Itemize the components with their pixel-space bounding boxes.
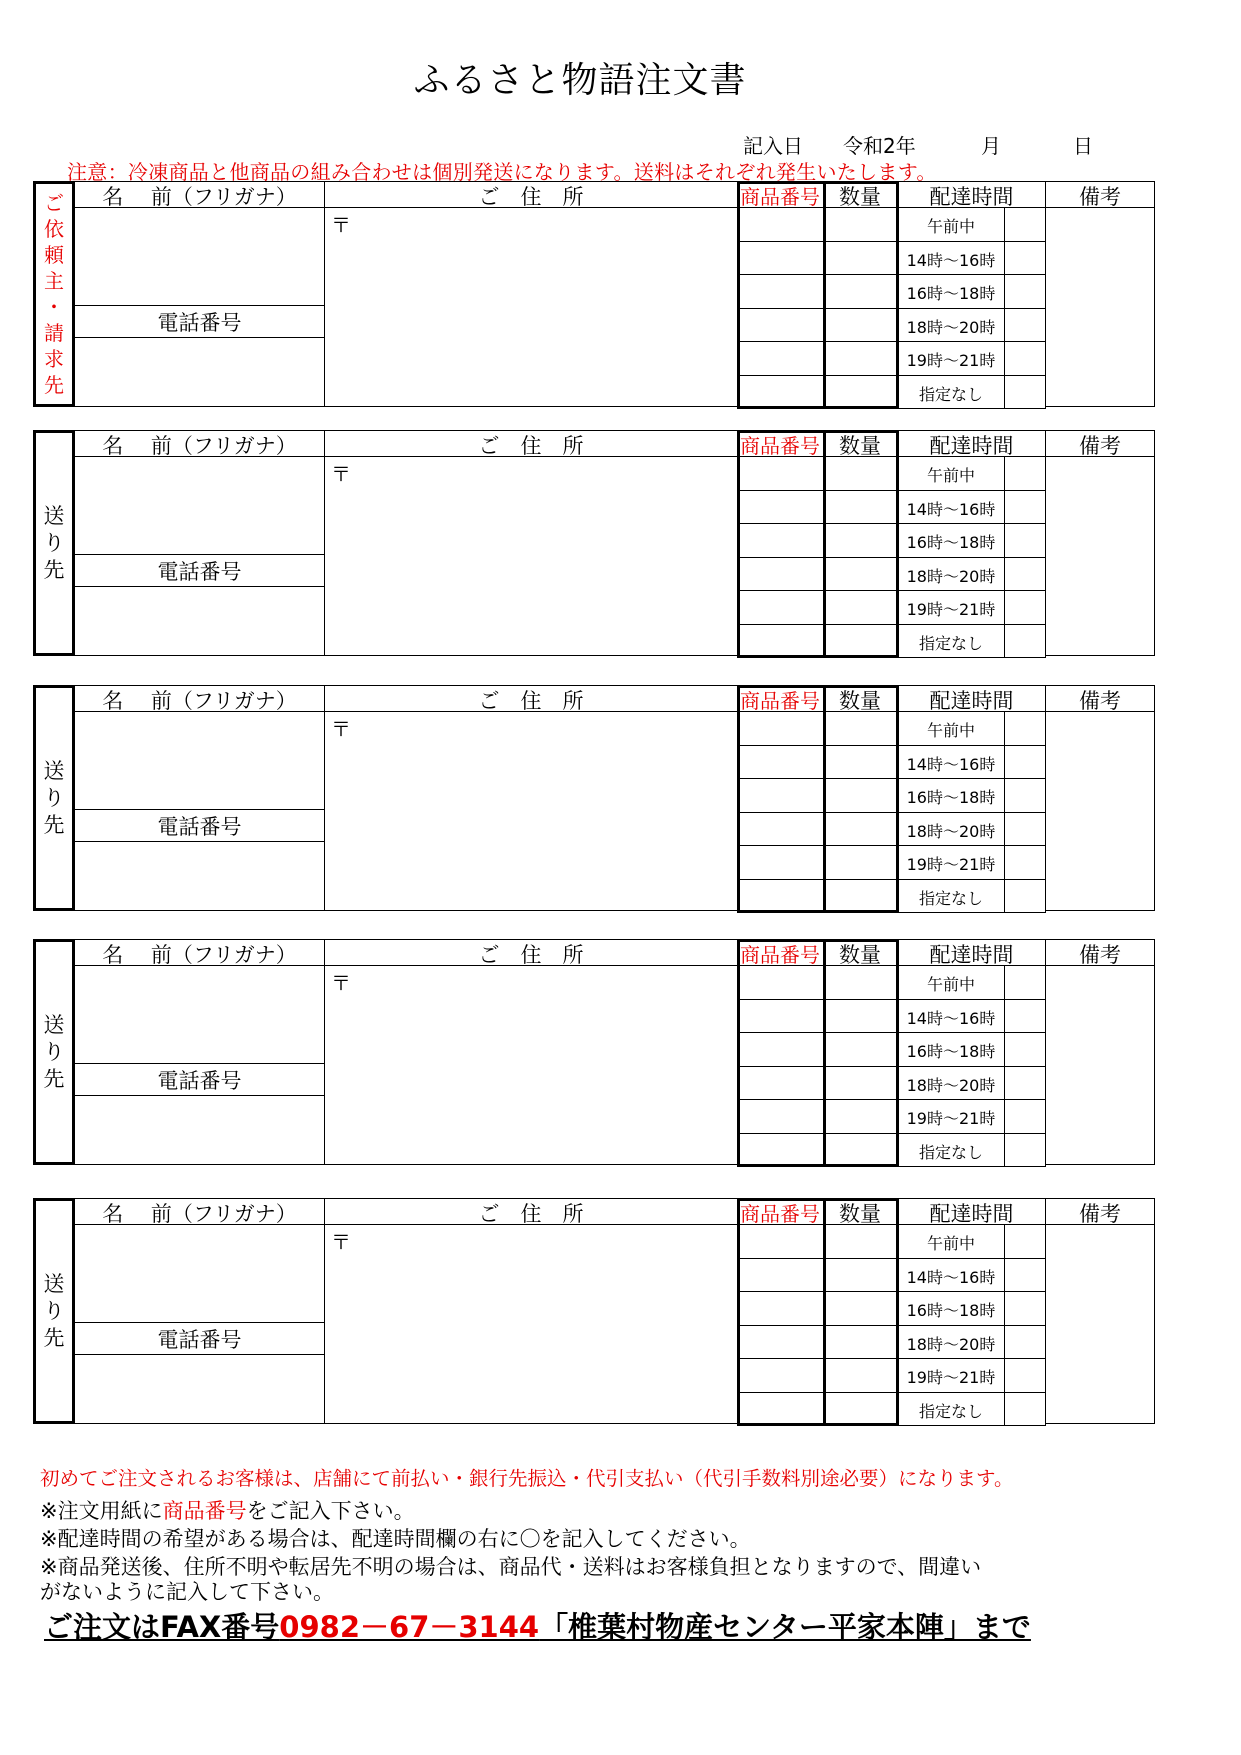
time-slot-label: 14時～16時	[906, 754, 996, 774]
product-number-row[interactable]	[740, 590, 824, 625]
quantity-row[interactable]	[826, 490, 896, 525]
postal-mark: 〒	[331, 717, 351, 741]
product-number-header: 商品番号	[740, 943, 820, 967]
product-number-row[interactable]	[740, 1133, 824, 1168]
quantity-row[interactable]	[826, 1133, 896, 1168]
remarks-header: 備考	[1079, 943, 1121, 967]
address-field[interactable]	[324, 1224, 738, 1424]
product-number-header: 商品番号	[740, 434, 820, 458]
time-slot-label: 指定なし	[918, 633, 983, 653]
time-slot-label: 16時～18時	[906, 284, 996, 303]
name-field[interactable]	[74, 965, 325, 1064]
phone-header: 電話番号	[157, 815, 242, 839]
remarks-field[interactable]	[1045, 711, 1155, 911]
time-slot-mark-box[interactable]	[1004, 1392, 1046, 1427]
time-slot-label: 午前中	[926, 721, 975, 740]
name-header: 名 前（フリガナ）	[102, 689, 297, 713]
time-slot-label: 午前中	[926, 975, 975, 994]
time-slot-label: 指定なし	[918, 888, 983, 908]
time-slot-mark-box[interactable]	[1004, 1133, 1046, 1168]
block-label-char: 先	[43, 1325, 65, 1350]
name-field[interactable]	[74, 207, 325, 306]
block-label-char: り	[43, 1298, 65, 1323]
time-slot-mark-box[interactable]	[1004, 308, 1046, 343]
product-number-header: 商品番号	[740, 1202, 820, 1226]
date-label: 記入日	[743, 134, 803, 158]
quantity-row[interactable]	[826, 1392, 896, 1427]
product-number-row[interactable]	[740, 999, 824, 1034]
address-header: ご 住 所	[478, 185, 584, 209]
time-slot-label: 18時～20時	[906, 566, 996, 586]
block-label-char: り	[43, 530, 65, 555]
remarks-header: 備考	[1079, 689, 1121, 713]
product-number-row[interactable]	[740, 1224, 824, 1259]
quantity-header: 数量	[839, 943, 881, 967]
quantity-row[interactable]	[826, 965, 896, 1000]
time-slot-label: 18時～20時	[906, 317, 996, 337]
time-slot-mark-box[interactable]	[1004, 812, 1046, 847]
product-number-row[interactable]	[740, 274, 824, 309]
product-number-row[interactable]	[740, 778, 824, 813]
quantity-header: 数量	[839, 689, 881, 713]
quantity-row[interactable]	[826, 1258, 896, 1293]
product-number-row[interactable]	[740, 845, 824, 880]
product-number-row[interactable]	[740, 1325, 824, 1360]
quantity-row[interactable]	[826, 1291, 896, 1326]
shipping-notice: 注意：冷凍商品と他商品の組み合わせは個別発送になります。送料はそれぞれ発生いたします。	[67, 160, 937, 184]
block-label-char: ・	[44, 295, 64, 319]
fax-suffix: 「椎葉村物産センター平家本陣」まで	[539, 1610, 1031, 1644]
quantity-row[interactable]	[826, 624, 896, 659]
address-field[interactable]	[324, 711, 738, 911]
time-slot-label: 19時～21時	[906, 1109, 996, 1128]
remarks-field[interactable]	[1045, 207, 1155, 407]
quantity-row[interactable]	[826, 241, 896, 276]
time-slot-label: 18時～20時	[906, 1075, 996, 1095]
product-number-row[interactable]	[740, 1258, 824, 1293]
note1-red: 商品番号	[162, 1499, 247, 1523]
time-slot-label: 18時～20時	[906, 1334, 996, 1354]
phone-field[interactable]	[74, 1095, 325, 1165]
name-header: 名 前（フリガナ）	[102, 434, 297, 458]
block-label-char: 送	[43, 1271, 65, 1296]
block-label-char: ご	[44, 191, 64, 215]
quantity-row[interactable]	[826, 341, 896, 376]
time-slot-mark-box[interactable]	[1004, 711, 1046, 746]
order-block-1	[33, 181, 1128, 409]
address-header: ご 住 所	[478, 943, 584, 967]
time-slot-label: 16時～18時	[906, 1042, 996, 1061]
date-day: 日	[1073, 134, 1093, 158]
time-slot-label: 16時～18時	[906, 1301, 996, 1320]
time-slot-label: 指定なし	[918, 384, 983, 404]
time-slot-label: 14時～16時	[906, 1267, 996, 1287]
block-label-char: 先	[44, 373, 64, 397]
quantity-header: 数量	[839, 1202, 881, 1226]
quantity-row[interactable]	[826, 1358, 896, 1393]
fax-number: 0982－67－3144	[279, 1610, 540, 1644]
product-number-row[interactable]	[740, 1099, 824, 1134]
name-header: 名 前（フリガナ）	[102, 1202, 297, 1226]
block-label	[33, 939, 75, 1165]
delivery-time-header: 配達時間	[929, 943, 1014, 967]
product-number-row[interactable]	[740, 1392, 824, 1427]
time-slot-mark-box[interactable]	[1004, 1032, 1046, 1067]
postal-mark: 〒	[331, 462, 351, 486]
address-header: ご 住 所	[478, 1202, 584, 1226]
product-number-row[interactable]	[740, 490, 824, 525]
quantity-row[interactable]	[826, 274, 896, 309]
time-slot-mark-box[interactable]	[1004, 274, 1046, 309]
date-era: 令和2年	[843, 134, 916, 158]
product-number-row[interactable]	[740, 624, 824, 659]
product-number-row[interactable]	[740, 557, 824, 592]
time-slot-mark-box[interactable]	[1004, 241, 1046, 276]
quantity-row[interactable]	[826, 590, 896, 625]
quantity-row[interactable]	[826, 778, 896, 813]
time-slot-label: 16時～18時	[906, 533, 996, 552]
time-slot-mark-box[interactable]	[1004, 590, 1046, 625]
remarks-header: 備考	[1079, 1202, 1121, 1226]
order-block-5	[33, 1198, 1128, 1426]
time-slot-label: 指定なし	[918, 1142, 983, 1162]
time-slot-mark-box[interactable]	[1004, 490, 1046, 525]
product-number-row[interactable]	[740, 456, 824, 491]
time-slot-label: 午前中	[926, 1234, 975, 1253]
quantity-row[interactable]	[826, 456, 896, 491]
block-label-char: り	[43, 785, 65, 810]
quantity-row[interactable]	[826, 1032, 896, 1067]
quantity-row[interactable]	[826, 308, 896, 343]
quantity-row[interactable]	[826, 375, 896, 410]
product-number-row[interactable]	[740, 745, 824, 780]
time-slot-label: 19時～21時	[906, 855, 996, 874]
time-slot-label: 午前中	[926, 217, 975, 236]
remarks-header: 備考	[1079, 185, 1121, 209]
quantity-row[interactable]	[826, 1066, 896, 1101]
address-field[interactable]	[324, 965, 738, 1165]
time-slot-mark-box[interactable]	[1004, 341, 1046, 376]
postal-mark: 〒	[331, 1230, 351, 1254]
time-slot-mark-box[interactable]	[1004, 557, 1046, 592]
remarks-field[interactable]	[1045, 456, 1155, 656]
order-block-2	[33, 430, 1128, 658]
address-header: ご 住 所	[478, 434, 584, 458]
time-slot-label: 午前中	[926, 466, 975, 485]
time-slot-label: 指定なし	[918, 1401, 983, 1421]
time-slot-mark-box[interactable]	[1004, 965, 1046, 1000]
page-title: ふるさと物語注文書	[413, 60, 747, 101]
block-label-char: 送	[43, 503, 65, 528]
phone-header: 電話番号	[157, 560, 242, 584]
product-number-row[interactable]	[740, 1066, 824, 1101]
remarks-field[interactable]	[1045, 965, 1155, 1165]
time-slot-mark-box[interactable]	[1004, 745, 1046, 780]
postal-mark: 〒	[331, 213, 351, 237]
quantity-row[interactable]	[826, 557, 896, 592]
product-number-row[interactable]	[740, 1291, 824, 1326]
time-slot-mark-box[interactable]	[1004, 624, 1046, 659]
remarks-field[interactable]	[1045, 1224, 1155, 1424]
time-slot-mark-box[interactable]	[1004, 1066, 1046, 1101]
block-label-char: 依	[44, 217, 64, 241]
product-number-row[interactable]	[740, 965, 824, 1000]
delivery-time-header: 配達時間	[929, 1202, 1014, 1226]
product-number-row[interactable]	[740, 711, 824, 746]
note-return-cost-a: ※商品発送後、住所不明や転居先不明の場合は、商品代・送料はお客様負担となりますので、間違い	[40, 1555, 982, 1579]
quantity-header: 数量	[839, 434, 881, 458]
fax-order-line	[44, 1605, 1031, 1646]
phone-header: 電話番号	[157, 1069, 242, 1093]
address-field[interactable]	[324, 456, 738, 656]
time-slot-label: 14時～16時	[906, 1008, 996, 1028]
time-slot-mark-box[interactable]	[1004, 1325, 1046, 1360]
block-label-char: 頼	[44, 243, 64, 267]
delivery-time-header: 配達時間	[929, 185, 1014, 209]
time-slot-label: 19時～21時	[906, 351, 996, 370]
address-header: ご 住 所	[478, 689, 584, 713]
fax-prefix: ご注文はFAX番号	[44, 1610, 280, 1644]
product-number-row[interactable]	[740, 341, 824, 376]
time-slot-mark-box[interactable]	[1004, 1224, 1046, 1259]
time-slot-mark-box[interactable]	[1004, 1358, 1046, 1393]
quantity-row[interactable]	[826, 845, 896, 880]
block-label-char: 請	[44, 321, 64, 345]
product-number-row[interactable]	[740, 812, 824, 847]
quantity-row[interactable]	[826, 745, 896, 780]
product-number-row[interactable]	[740, 207, 824, 242]
phone-header: 電話番号	[157, 1328, 242, 1352]
note1-suffix: をご記入下さい。	[246, 1499, 415, 1523]
block-label	[33, 430, 75, 656]
note-return-cost-b: がないように記入して下さい。	[40, 1580, 334, 1604]
first-time-notice: 初めてご注文されるお客様は、店舗にて前払い・銀行先振込・代引支払い（代引手数料別途必要）になります。	[40, 1467, 1014, 1490]
time-slot-label: 18時～20時	[906, 821, 996, 841]
order-block-4	[33, 939, 1128, 1167]
product-number-row[interactable]	[740, 1358, 824, 1393]
block-label-char: 送	[43, 758, 65, 783]
block-label-char: 主	[44, 269, 64, 293]
block-label-char: 求	[44, 347, 64, 371]
quantity-row[interactable]	[826, 1325, 896, 1360]
name-header: 名 前（フリガナ）	[102, 185, 297, 209]
product-number-row[interactable]	[740, 879, 824, 914]
phone-field[interactable]	[74, 337, 325, 407]
block-label-char: 先	[43, 1066, 65, 1091]
product-number-row[interactable]	[740, 241, 824, 276]
quantity-row[interactable]	[826, 711, 896, 746]
postal-mark: 〒	[331, 971, 351, 995]
time-slot-label: 19時～21時	[906, 600, 996, 619]
order-block-3	[33, 685, 1128, 913]
product-number-row[interactable]	[740, 1032, 824, 1067]
note-product-number	[40, 1495, 415, 1525]
product-number-header: 商品番号	[740, 689, 820, 713]
address-field[interactable]	[324, 207, 738, 407]
block-label	[33, 181, 75, 407]
block-label	[33, 1198, 75, 1424]
time-slot-mark-box[interactable]	[1004, 1099, 1046, 1134]
product-number-row[interactable]	[740, 523, 824, 558]
product-number-header: 商品番号	[740, 185, 820, 209]
time-slot-label: 14時～16時	[906, 250, 996, 270]
time-slot-mark-box[interactable]	[1004, 879, 1046, 914]
phone-header: 電話番号	[157, 311, 242, 335]
product-number-row[interactable]	[740, 375, 824, 410]
note-delivery-time: ※配達時間の希望がある場合は、配達時間欄の右に〇を記入してください。	[40, 1527, 751, 1551]
time-slot-mark-box[interactable]	[1004, 1258, 1046, 1293]
name-field[interactable]	[74, 1224, 325, 1323]
date-month: 月	[981, 134, 1001, 158]
remarks-header: 備考	[1079, 434, 1121, 458]
time-slot-label: 14時～16時	[906, 499, 996, 519]
phone-field[interactable]	[74, 586, 325, 656]
phone-field[interactable]	[74, 1354, 325, 1424]
name-field[interactable]	[74, 456, 325, 555]
quantity-row[interactable]	[826, 812, 896, 847]
time-slot-mark-box[interactable]	[1004, 999, 1046, 1034]
name-header: 名 前（フリガナ）	[102, 943, 297, 967]
quantity-row[interactable]	[826, 1224, 896, 1259]
product-number-row[interactable]	[740, 308, 824, 343]
block-label-char: 送	[43, 1012, 65, 1037]
phone-field[interactable]	[74, 841, 325, 911]
quantity-header: 数量	[839, 185, 881, 209]
delivery-time-header: 配達時間	[929, 689, 1014, 713]
time-slot-mark-box[interactable]	[1004, 1291, 1046, 1326]
quantity-row[interactable]	[826, 879, 896, 914]
time-slot-mark-box[interactable]	[1004, 845, 1046, 880]
time-slot-mark-box[interactable]	[1004, 207, 1046, 242]
quantity-row[interactable]	[826, 523, 896, 558]
name-field[interactable]	[74, 711, 325, 810]
delivery-time-header: 配達時間	[929, 434, 1014, 458]
time-slot-label: 19時～21時	[906, 1368, 996, 1387]
quantity-row[interactable]	[826, 1099, 896, 1134]
note1-prefix: ※注文用紙に	[40, 1499, 163, 1523]
time-slot-mark-box[interactable]	[1004, 778, 1046, 813]
quantity-row[interactable]	[826, 999, 896, 1034]
block-label-char: り	[43, 1039, 65, 1064]
block-label-char: 先	[43, 557, 65, 582]
quantity-row[interactable]	[826, 207, 896, 242]
time-slot-mark-box[interactable]	[1004, 456, 1046, 491]
time-slot-label: 16時～18時	[906, 788, 996, 807]
time-slot-mark-box[interactable]	[1004, 523, 1046, 558]
time-slot-mark-box[interactable]	[1004, 375, 1046, 410]
block-label	[33, 685, 75, 911]
block-label-char: 先	[43, 812, 65, 837]
